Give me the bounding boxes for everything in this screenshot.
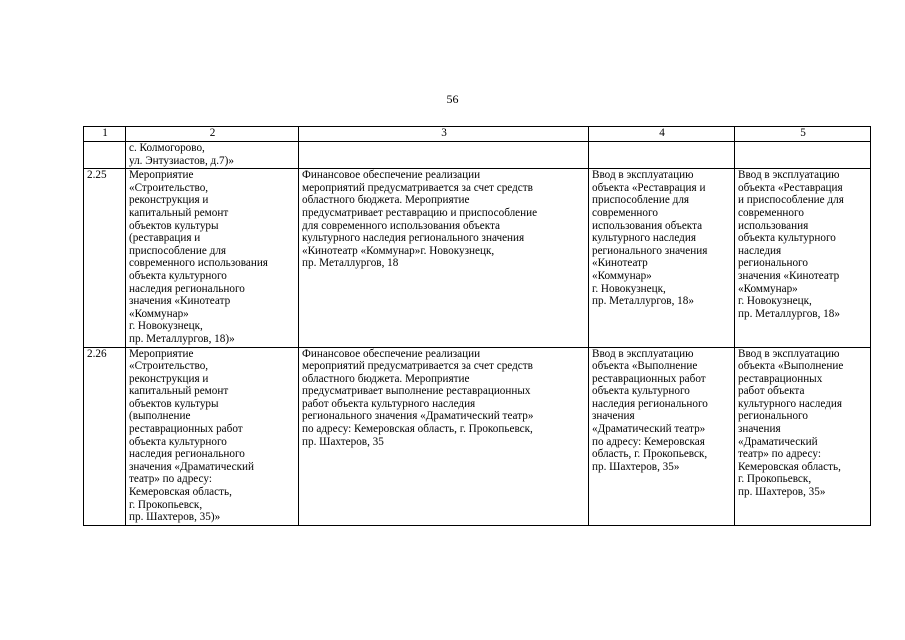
header-cell-5: 5 xyxy=(735,127,871,142)
event-name-cell: Мероприятие «Строительство, реконструкция и капитальный ремонт объектов культуры (реставрация и приспособление для современного использования объекта культурного наследия регионального значения «Кинотеатр «Коммунар» г. Новокузнецк, пр. Металлургов, 18)» xyxy=(126,169,299,347)
description-cell: Финансовое обеспечение реализации мероприятий предусматривается за счет средств областного бюджета. Мероприятие предусматривает выполнение реставрационных работ объекта культурного наследия регионального значения «Драматический театр» по адресу: Кемеровская область, г. Прокопьевск, пр. Шахтеров, 35 xyxy=(299,347,589,525)
document-table xyxy=(83,126,871,526)
result-cell: Ввод в эксплуатацию объекта «Выполнение реставрационных работ объекта культурного наследия регионального значения «Драматический театр» по адресу: Кемеровская область, г. Прокопьевск, пр. Шахтеров, 35» xyxy=(589,347,735,525)
table-row xyxy=(84,169,871,347)
header-cell-2: 2 xyxy=(126,127,299,142)
row-number-cell xyxy=(84,142,126,169)
header-cell-4: 4 xyxy=(589,127,735,142)
table-row xyxy=(84,347,871,525)
table-header-row xyxy=(84,127,871,142)
table-row xyxy=(84,142,871,169)
indicator-cell: Ввод в эксплуатацию объекта «Реставрация и приспособление для современного использования объекта культурного наследия регионального значения «Кинотеатр «Коммунар» г. Новокузнецк, пр. Металлургов, 18» xyxy=(735,169,871,347)
description-cell xyxy=(299,142,589,169)
header-cell-1: 1 xyxy=(84,127,126,142)
indicator-cell xyxy=(735,142,871,169)
result-cell: Ввод в эксплуатацию объекта «Реставрация и приспособление для современного использования объекта культурного наследия регионального значения «Кинотеатр «Коммунар» г. Новокузнецк, пр. Металлургов, 18» xyxy=(589,169,735,347)
page-number: 56 xyxy=(446,92,459,106)
row-number-cell: 2.25 xyxy=(84,169,126,347)
row-number-cell: 2.26 xyxy=(84,347,126,525)
event-name-cell: с. Колмогорово, ул. Энтузиастов, д.7)» xyxy=(126,142,299,169)
description-cell: Финансовое обеспечение реализации мероприятий предусматривается за счет средств областного бюджета. Мероприятие предусматривает реставрацию и приспособление для современного использования объекта культурного наследия регионального значения «Кинотеатр «Коммунар»г. Новокузнецк, пр. Металлургов, 18 xyxy=(299,169,589,347)
indicator-cell: Ввод в эксплуатацию объекта «Выполнение реставрационных работ объекта культурного наследия регионального значения «Драматический театр» по адресу: Кемеровская область, г. Прокопьевск, пр. Шахтеров, 35» xyxy=(735,347,871,525)
event-name-cell: Мероприятие «Строительство, реконструкция и капитальный ремонт объектов культуры (выполнение реставрационных работ объекта культурного наследия регионального значения «Драматический театр» по адресу: Кемеровская область, г. Прокопьевск, пр. Шахтеров, 35)» xyxy=(126,347,299,525)
result-cell xyxy=(589,142,735,169)
header-cell-3: 3 xyxy=(299,127,589,142)
